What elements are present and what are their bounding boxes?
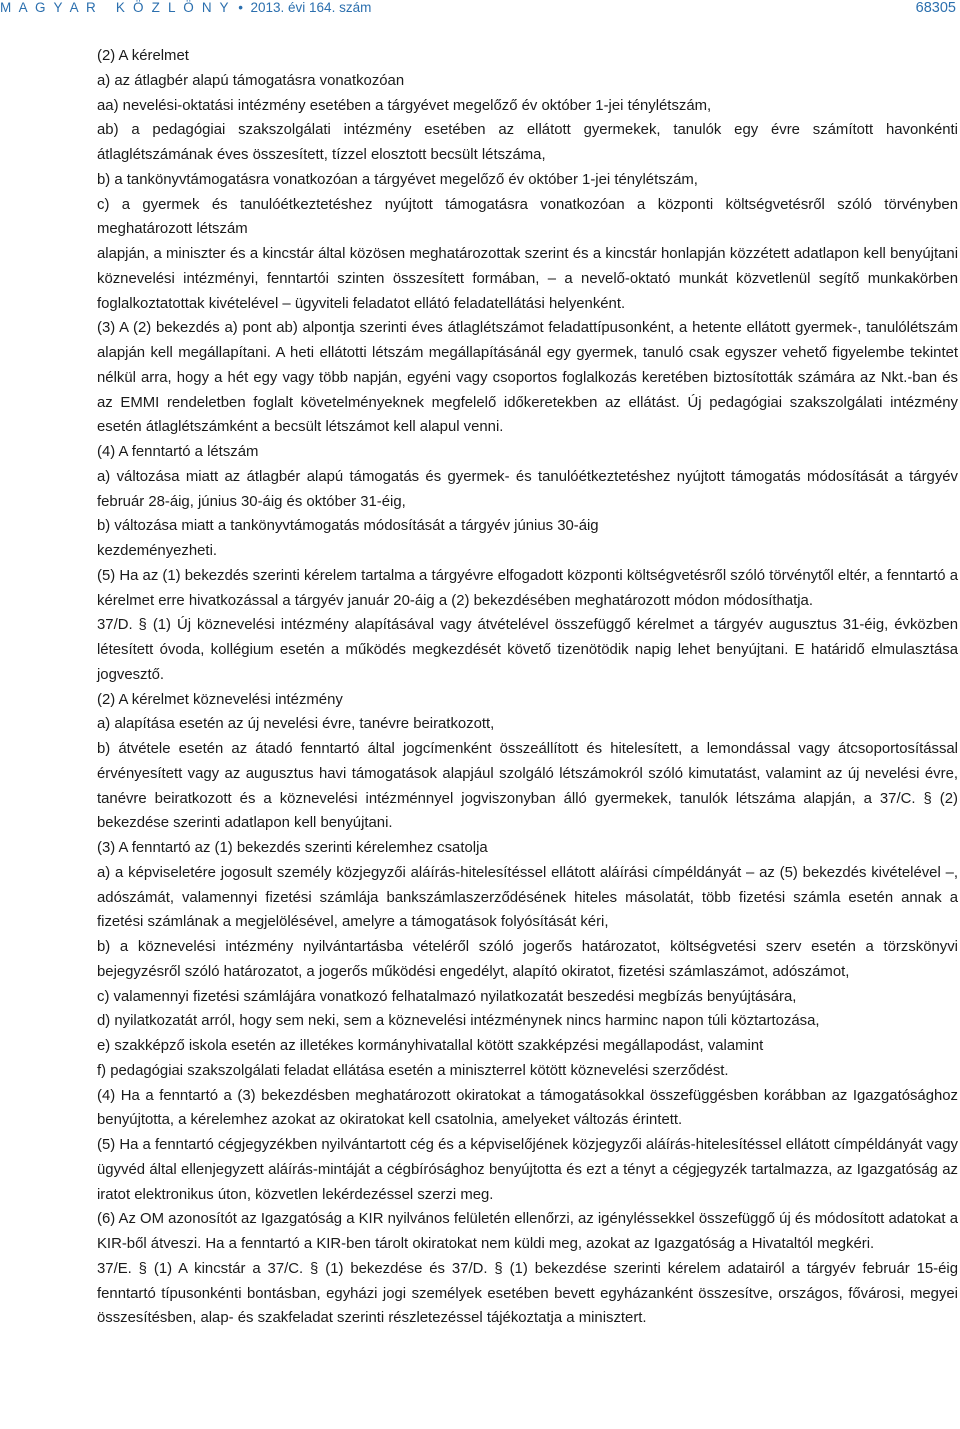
paragraph: alapján, a miniszter és a kincstár által közösen meghatározottak szerint és a kincstár honlapján közzétett adatlapon kell benyújtani köznevelési intézményi, fenntartói szinten összesített formában, – a nevelő-oktató munkát közvetlenül segítő munkakörben foglalkoztatottak kivételével – ügyviteli feladatot ellátó feladatellátási helyenként. <box>97 246 958 312</box>
paragraph: kezdeményezheti. <box>97 543 218 559</box>
paragraph: (2) A kérelmet <box>97 48 189 64</box>
paragraph: 37/D. § (1) Új köznevelési intézmény alapításával vagy átvételével összefüggő kérelmet a tárgyév augusztus 31-éig, évközben létesített óvoda, kollégium esetén a működés megkezdését követő tizenötödik napig lehet benyújtani. E határidő elmulasztása jogvesztő. <box>97 617 958 683</box>
paragraph: b) a köznevelési intézmény nyilvántartásba vételéről szóló jogerős határozatot, költségvetési szerv esetén a törzskönyvi bejegyzésről szóló határozatot, a jogerős működési engedélyt, alapító okiratot, fizetési számlaszámot, adószámot, <box>97 939 958 980</box>
journal-title: M A G Y A R K Ö Z L Ö N Y <box>0 0 231 15</box>
paragraph: 37/E. § (1) A kincstár a 37/C. § (1) bekezdése és 37/D. § (1) bekezdése szerinti kérelem adatairól a tárgyév február 15-éig fenntartó típusonkénti bontásban, egyházi jogi személyek esetében bevett egyházanként összesítve, országos, fővárosi, megyei összesítésben, alap- és szakfeladat szerinti részletezéssel tájékoztatja a minisztert. <box>97 1260 958 1327</box>
paragraph: a) a képviseletére jogosult személy közjegyzői aláírás-hitelesítéssel ellátott aláírási címpéldányát – az (5) bekezdés kivételével –, adószámát, valamennyi fizetési számlája bankszámlaszerződésének hiteles másolatát, több fizetési számla esetén annak a fizetési számlának a megjelölésével, amelyre a támogatások folyósítását kéri, <box>97 864 958 931</box>
paragraph: (2) A kérelmet köznevelési intézmény <box>97 691 343 708</box>
header-bullet: • <box>238 0 243 15</box>
running-header <box>0 0 960 22</box>
paragraph: b) változása miatt a tankönyvtámogatás módosítását a tárgyév június 30-áig <box>97 518 599 535</box>
paragraph: a) az átlagbér alapú támogatásra vonatkozóan <box>97 72 405 89</box>
paragraph: (5) Ha az (1) bekezdés szerinti kérelem tartalma a tárgyévre elfogadott központi költségvetésről szóló törvénytől eltér, a fenntartó a kérelmet erre hivatkozással a tárgyév január 20-áig a (2) bekezdésében meghatározott módon módosíthatja. <box>97 567 958 609</box>
paragraph: e) szakképző iskola esetén az illetékes kormányhivatallal kötött szakképzési megállapodást, valamint <box>97 1038 764 1054</box>
paragraph: a) változása miatt az átlagbér alapú támogatás és gyermek- és tanulóétkeztetéshez nyújtott támogatás módosítását a tárgyév február 28-áig, június 30-áig és október 31-éig, <box>97 468 958 510</box>
paragraph: (3) A fenntartó az (1) bekezdés szerinti kérelemhez csatolja <box>97 840 488 856</box>
paragraph: aa) nevelési-oktatási intézmény esetében a tárgyévet megelőző év október 1-jei ténylétszám, <box>97 97 712 114</box>
running-title <box>0 0 371 15</box>
paragraph: b) átvétele esetén az átadó fenntartó által jogcímenként összeállított és hitelesített, a lemondással vagy átcsoportosítással érvényesített vagy az augusztus havi támogatások alapjául szolgáló létszámokról szóló kimutatást, valamint az új nevelési évre, tanévre beiratkozott és a köznevelési intézménnyel jogviszonyban álló gyermekek, tanulók létszáma alapján, a 37/C. § (2) bekezdése szerinti adatlapon kell benyújtani. <box>97 741 958 832</box>
issue-info: 2013. évi 164. szám <box>250 0 372 15</box>
paragraph: (5) Ha a fenntartó cégjegyzékben nyilvántartott cég és a képviselőjének közjegyzői aláírás-hitelesítéssel ellátott címpéldányát vagy ügyvéd által ellenjegyzett aláírás-mintáját a cégbírósághoz benyújtotta és ezt a tényt a cégjegyzék tartalmazza, az Igazgatóság az iratot elektronikus úton, közvetlen lekérdezéssel szerzi meg. <box>97 1137 958 1203</box>
page-number: 68305 <box>915 0 956 16</box>
paragraph: (4) A fenntartó a létszám <box>97 444 259 460</box>
paragraph: f) pedagógiai szakszolgálati feladat ellátása esetén a miniszterrel kötött köznevelési szerződést. <box>97 1062 729 1079</box>
paragraph: c) valamennyi fizetési számlájára vonatkozó felhatalmazó nyilatkozatát beszedési megbízás benyújtására, <box>97 988 797 1005</box>
paragraph: ab) a pedagógiai szakszolgálati intézmény esetében az ellátott gyermekek, tanulók egy évre számított havonkénti átlaglétszámának éves összesített, tízzel elosztott becsült létszáma, <box>97 122 958 163</box>
paragraph: c) a gyermek és tanulóétkeztetéshez nyújtott támogatásra vonatkozóan a központi költségvetésről szóló törvényben meghatározott létszám <box>97 196 958 238</box>
document-body <box>97 44 958 1331</box>
paragraph: b) a tankönyvtámogatásra vonatkozóan a tárgyévet megelőző év október 1-jei ténylétszám, <box>97 171 698 188</box>
paragraph: (3) A (2) bekezdés a) pont ab) alpontja szerinti éves átlaglétszámot feladattípusonként, a hetente ellátott gyermek-, tanulólétszám alapján kell megállapítani. A heti ellátotti létszám megállapításánál egy gyermek, tanuló csak egyszer vehető figyelembe tekintet nélkül arra, hogy a hét egy vagy több napján, egyéni vagy csoportos foglalkozás keretében biztosították számára az Nkt.-ban és az EMMI rendeletben foglalt követelményeknek megfelelő időkeretekben az ellátást. Új pedagógiai szakszolgálati intézmény esetén átlaglétszámként a becsült létszámot kell alapul venni. <box>97 320 958 436</box>
paragraph: d) nyilatkozatát arról, hogy sem neki, sem a köznevelési intézménynek nincs harminc napon túli köztartozása, <box>97 1013 820 1030</box>
paragraph: (4) Ha a fenntartó a (3) bekezdésben meghatározott okiratokat a támogatásokkal összefüggésben korábban az Igazgatósághoz benyújtotta, a kérelemhez azokat az okiratokat kell csatolnia, amelyeket változás érintett. <box>97 1087 958 1129</box>
paragraph: (6) Az OM azonosítót az Igazgatóság a KIR nyilvános felületén ellenőrzi, az igényléssekkel összefüggő új és módosított adatokat a KIR-ből átveszi. Ha a fenntartó a KIR-ben tárolt okiratokat nem küldi meg, azokat az Igazgatóság a Hivataltól megkéri. <box>97 1211 958 1252</box>
paragraph: a) alapítása esetén az új nevelési évre, tanévre beiratkozott, <box>97 716 495 733</box>
